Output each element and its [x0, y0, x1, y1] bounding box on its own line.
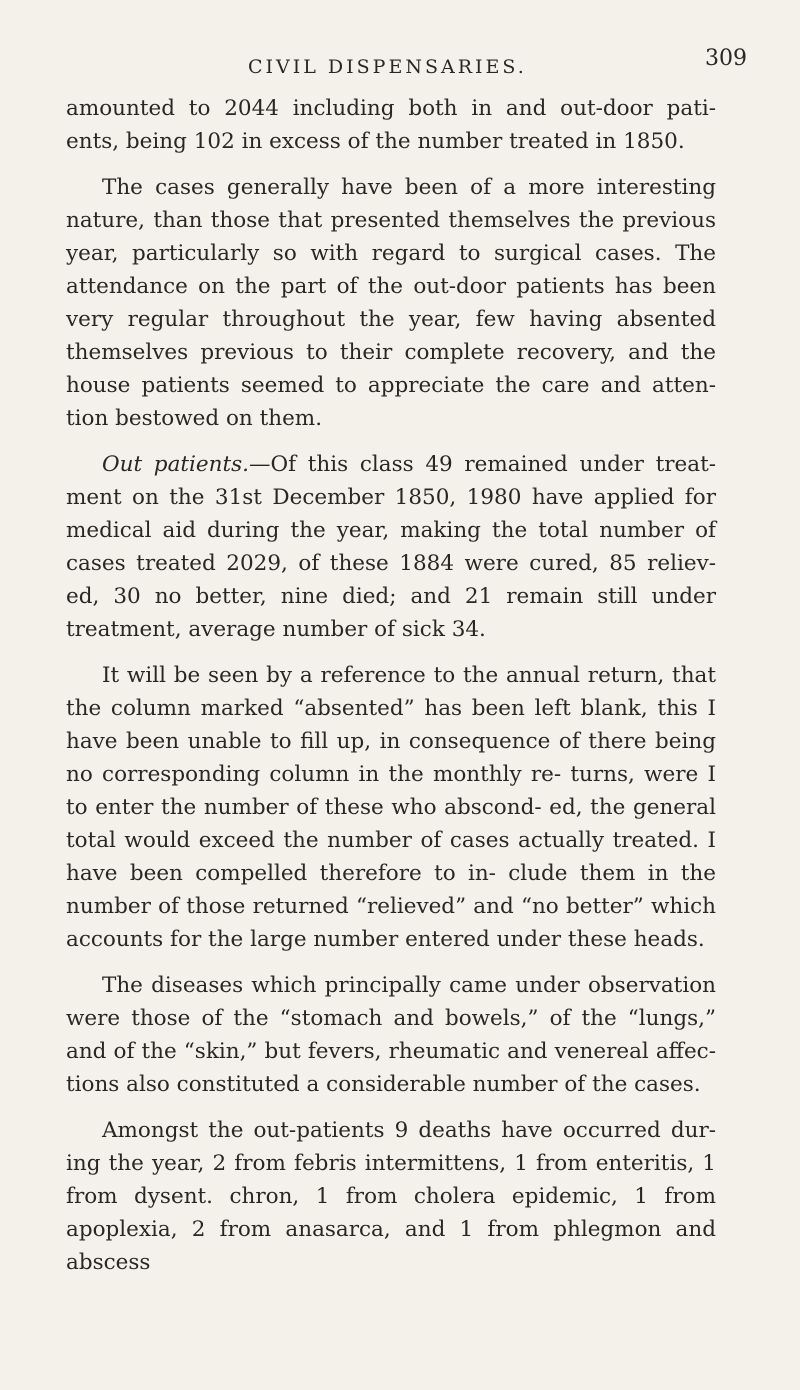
paragraph-text: The diseases which principally came under observation were those of the “stomach and bowels,” of the “lungs,” and of the “skin,” but fevers, rheumatic and venereal affec- tions also constituted a considerable number of the cases. [66, 973, 716, 1097]
running-head [0, 46, 800, 86]
paragraph-text: It will be seen by a reference to the annual return, that the column marked “absented” has been left blank, this I have been unable to fill up, in consequence of there being no corresponding column in the monthly re- turns, were I to enter the number of these who abscond- ed, the general total would exceed the number of cases actually treated. I have been compelled therefore to in- clude them in the number of those returned “relieved” and “no better” which accounts for the large number entered under these heads. [66, 663, 716, 952]
paragraph-cases [66, 171, 716, 435]
page-number: 309 [705, 46, 747, 71]
paragraph-annual-return [66, 659, 716, 956]
paragraph-text: The cases generally have been of a more interesting nature, than those that presented themselves the previous year, particularly so with regard to surgical cases. The attendance on the part of the out-door patients has been very regular throughout the year, few having absented themselves previous to their complete recovery, and the house patients seemed to appreciate the care and atten- tion bestowed on them. [66, 175, 716, 431]
paragraph-text: Amongst the out-patients 9 deaths have occurred dur- ing the year, 2 from febris intermittens, 1 from enteritis, 1 from dysent. chron, 1 from cholera epidemic, 1 from apoplexia, 2 from anasarca, and 1 from phlegmon and abscess [66, 1118, 716, 1275]
paragraph-text: amounted to 2044 including both in and out-door pati- ents, being 102 in excess of the number treated in 1850. [66, 96, 716, 154]
paragraph-deaths [66, 1114, 716, 1279]
paragraph-text: —Of this class 49 remained under treat- ment on the 31st December 1850, 1980 have applied for medical aid during the year, making the total number of cases treated 2029, of these 1884 were cured, 85 reliev- ed, 30 no better, nine died; and 21 remain still under treatment, average number of sick 34. [66, 452, 716, 642]
body-text [66, 92, 716, 1292]
paragraph-out-patients [66, 448, 716, 646]
paragraph-lead: Out patients. [102, 452, 249, 477]
paragraph-continuation [66, 92, 716, 158]
running-title: CIVIL DISPENSARIES. [248, 56, 527, 78]
paragraph-diseases [66, 969, 716, 1101]
